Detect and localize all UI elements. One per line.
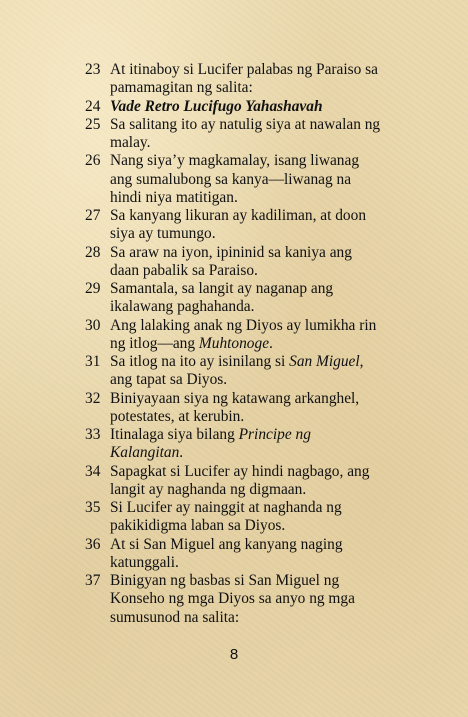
- verse-28: [82, 244, 382, 281]
- italic-term: Principe ng Kalangitan: [110, 426, 311, 462]
- verse-32: [82, 390, 382, 427]
- verse-36: [82, 536, 382, 573]
- verse-26: [82, 152, 382, 207]
- verse-number: 32: [85, 389, 101, 407]
- verse-number: 27: [85, 207, 101, 224]
- verse-number: 29: [85, 280, 101, 297]
- verse-text: [110, 98, 382, 116]
- verse-text: Sa araw na iyon, ipininid sa kaniya ang daan pabalik sa Paraiso.: [110, 243, 352, 279]
- verse-text: Sapagkat si Lucifer ay hindi nagbago, ang langit ay naghanda ng digmaan.: [110, 462, 370, 498]
- verse-35: [82, 499, 382, 536]
- verse-text: Ang lalaking anak ng Diyos ay lumikha rin ng itlog—ang Muhtonoge.: [110, 316, 377, 352]
- verse-text: Itinalaga siya bilang Principe ng Kalangitan.: [110, 426, 311, 462]
- verse-number: 34: [85, 462, 101, 480]
- verse-text: At si San Miguel ang kanyang naging katunggali.: [110, 535, 343, 571]
- verse-text: Sa itlog na ito ay isinilang si San Miguel, ang tapat sa Diyos.: [110, 353, 364, 389]
- verse-number: 26: [85, 152, 101, 170]
- verse-23: [82, 61, 382, 98]
- verse-number: 24: [85, 97, 101, 115]
- verse-number: 33: [85, 426, 101, 443]
- verse-number: 36: [85, 535, 101, 553]
- latin-incantation: Vade Retro Lucifugo Yahashavah: [110, 97, 323, 115]
- verse-number: 23: [85, 61, 101, 78]
- verse-text: Nang siya’y magkamalay, isang liwanag ang sumalubong sa kanya—liwanag na hindi niya matitigan.: [110, 152, 360, 206]
- italic-term: San Miguel: [289, 353, 360, 370]
- verse-text: Sa kanyang likuran ay kadiliman, at doon siya ay tumungo.: [110, 207, 367, 243]
- verse-24: [82, 98, 382, 116]
- verse-34: [82, 463, 382, 500]
- verse-text: At itinaboy si Lucifer palabas ng Paraiso sa pamamagitan ng salita:: [110, 61, 378, 97]
- verse-text: Sa salitang ito ay natulig siya at nawalan ng malay.: [110, 115, 381, 151]
- verse-30: [82, 317, 382, 354]
- verse-number: 25: [85, 115, 101, 133]
- verse-27: [82, 207, 382, 244]
- italic-term: Muhtonoge: [198, 334, 270, 352]
- verse-31: [82, 353, 382, 390]
- verse-number: 28: [85, 243, 101, 261]
- verse-25: [82, 116, 382, 153]
- verse-text: Binigyan ng basbas si San Miguel ng Konseho ng mga Diyos sa anyo ng mga sumusunod na salita:: [110, 572, 355, 626]
- verse-33: [82, 426, 382, 463]
- verse-number: 30: [85, 316, 101, 334]
- verse-number: 35: [85, 499, 101, 516]
- page-number: 8: [229, 646, 239, 663]
- verse-number: 37: [85, 572, 101, 589]
- verse-number: 31: [85, 353, 101, 370]
- verse-text: Biniyayaan siya ng katawang arkanghel, potestates, at kerubin.: [110, 389, 360, 425]
- verse-29: [82, 280, 382, 317]
- verse-list: [82, 61, 382, 627]
- verse-text: Samantala, sa langit ay naganap ang ikalawang paghahanda.: [110, 280, 334, 316]
- verse-37: [82, 572, 382, 627]
- verse-text: Si Lucifer ay nainggit at naghanda ng pakikidigma laban sa Diyos.: [110, 499, 342, 535]
